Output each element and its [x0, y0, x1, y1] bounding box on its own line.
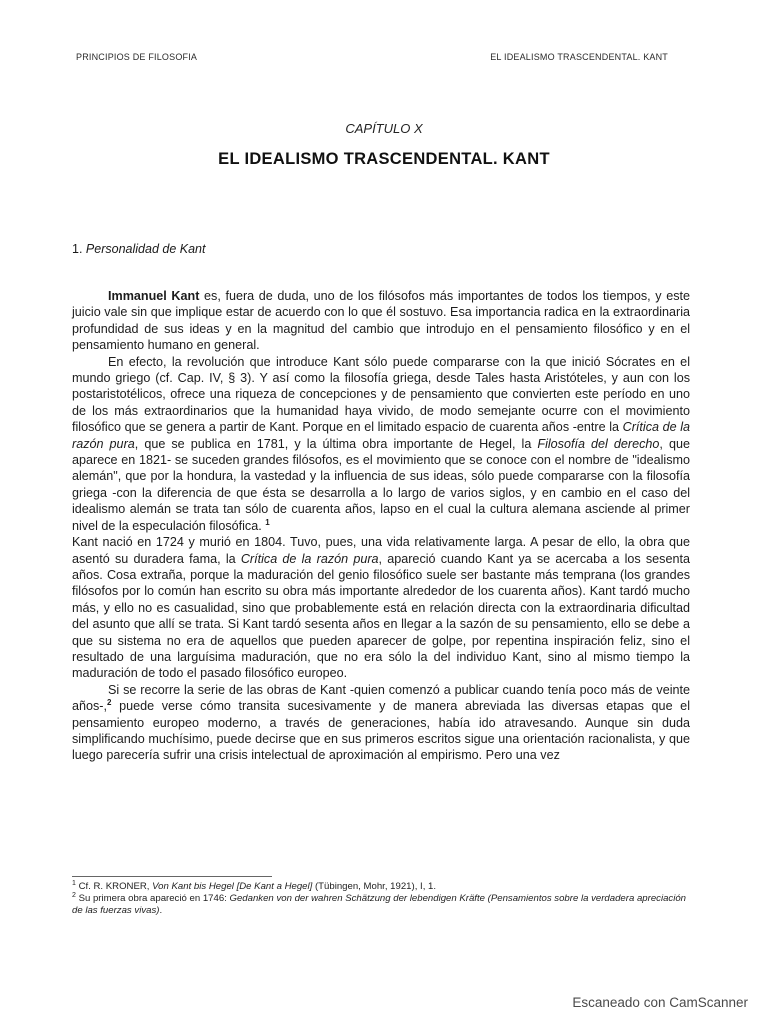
work-title-critica: Crítica de la razón pura [72, 420, 690, 451]
section-title: Personalidad de Kant [85, 242, 206, 256]
running-header-right: EL IDEALISMO TRASCENDENTAL. KANT [490, 52, 668, 62]
footnotes [72, 881, 690, 918]
footnote-1-text-b: (Tübingen, Mohr, 1921), I, 1. [312, 881, 437, 892]
work-title-filosofia-derecho: Filosofía del derecho [537, 436, 660, 451]
footnote-2-text-b: . [159, 905, 163, 917]
footnote-2-work: Gedanken von der wahren Schätzung der lebendigen Kräfte (Pensamientos sobre la verdadera apreciación de las fuerzas vivas) [72, 893, 687, 917]
running-header-left: PRINCIPIOS DE FILOSOFIA [76, 52, 198, 62]
scanner-watermark: Escaneado con CamScanner [572, 995, 748, 1010]
footnote-1-mark: 1 [72, 879, 76, 887]
footnote-1-text-a: Cf. R. KRONER, [75, 881, 153, 892]
paragraph-2-text-c: , que aparece en 1821- se suceden grandes filósofos, es el movimiento que se conoce con el nombre de "idealismo alemán", que por la hondura, la vastedad y la influencia de sus ideas, sólo puede compararse con la filosofía griega -con la diferencia de que ésta se desarrolla a lo largo de varios siglos, y en cambio en el caso del idealismo alemán se trata tan sólo de cuarenta años, lapso en el cual la cultura alemana asciende al primer nivel de la especulación filosófica. [72, 436, 690, 533]
paragraph-3-text-b: , apareció cuando Kant ya se acercaba a los sesenta años. Cosa extraña, porque la maduración del genio filosófico suele ser bastante más temprana (los grandes filósofos por lo común han escrito su obra más importante alrededor de los cuarenta años). Kant tardó mucho más, y ello no es casualidad, sino que probablemente está en relación directa con la extraordinaria dificultad del asunto que allí se trata. Si Kant tardó sesenta años en llegar a la sazón de su pensamiento, ello se debe a que su sistema no era de aquellos que pueden aparecer de golpe, por repentina inspiración feliz, sino el resultado de una larguísima maduración, que no era sólo la del individuo Kant, sino al mismo tiempo la maduración de todo el pasado filosófico europeo. [72, 551, 690, 681]
footnote-2 [72, 893, 690, 917]
footnote-2-mark: 2 [72, 892, 76, 900]
paragraph-4-text-b: puede verse cómo transita sucesivamente y de manera abreviada las diversas etapas que el pensamiento europeo moderno, a través de generaciones, había ido atravesando. Aunque sin duda simplificando muchísimo, puede decirse que en sus primeros escritos sigue una orientación racionalista, y que luego parecería sufrir una crisis intelectual de aproximación al empirismo. Pero una vez [72, 699, 690, 763]
paragraph-1 [72, 288, 690, 354]
footnote-2-text-a: Su primera obra apareció en 1746: [75, 893, 230, 905]
section-heading [72, 242, 205, 256]
footnote-1-work: Von Kant bis Hegel [De Kant a Hegel] [152, 881, 313, 892]
paragraph-2 [72, 354, 690, 534]
footnote-divider [72, 876, 272, 877]
paragraph-3 [72, 534, 690, 682]
section-number: 1. [72, 242, 83, 256]
author-name: Immanuel Kant [108, 289, 200, 303]
paragraph-4 [72, 682, 690, 764]
paragraph-3-text-a: Kant nació en 1724 y murió en 1804. Tuvo, pues, una vida relativamente larga. A pesar de ello, la obra que asentó su duradera fama, la [72, 535, 690, 566]
work-title-critica-2: Crítica de la razón pura [240, 551, 379, 566]
paragraph-2-text-b: , que se publica en 1781, y la última obra importante de Hegel, la [134, 436, 538, 451]
footnote-1 [72, 881, 690, 893]
chapter-title: EL IDEALISMO TRASCENDENTAL. KANT [218, 150, 550, 168]
footnote-ref-2[interactable]: 2 [107, 697, 112, 707]
paragraph-2-text-a: En efecto, la revolución que introduce Kant sólo puede compararse con la que inició Sócrates en el mundo griego (cf. Cap. IV, § 3). Y así como la filosofía griega, desde Tales hasta Aristóteles, y aun con los postaristotélicos, ofrece una riqueza de concepciones y de pensamiento que convierten este período en uno de los más extraordinarios que la humanidad haya vivido, de modo semejante ocurre con el movimiento filosófico que se genera a partir de Kant. Porque en el limitado espacio de cuarenta años -entre la [72, 354, 690, 435]
footnote-ref-1[interactable]: 1 [265, 517, 270, 527]
paragraph-1-text: es, fuera de duda, uno de los filósofos más importantes de todos los tiempos, y este juicio vale sin que implique estar de acuerdo con lo que él sostuvo. Esa importancia radica en la extraordinaria profundidad de sus ideas y en la magnitud del cambio que introdujo en el pensamiento filosófico y en el pensamiento humano en general. [72, 289, 690, 353]
body-text [72, 288, 690, 764]
paragraph-4-text-a: Si se recorre la serie de las obras de Kant -quien comenzó a publicar cuando tenía poco más de veinte años-, [72, 682, 690, 714]
chapter-label: CAPÍTULO X [345, 121, 423, 136]
